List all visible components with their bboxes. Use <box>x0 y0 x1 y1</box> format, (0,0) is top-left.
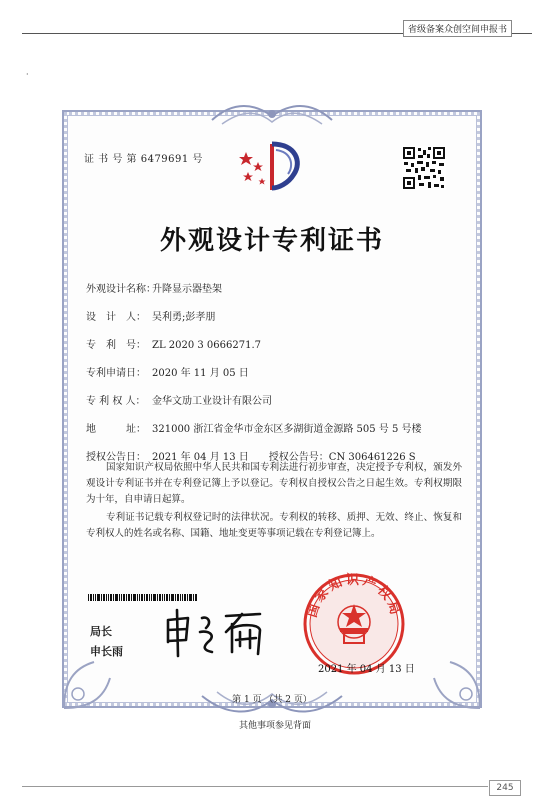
field-label: 外观设计名称： <box>86 284 156 295</box>
field-label: 专 利 号： <box>86 340 146 351</box>
field-value: 2021 年 04 月 13 日 授权公告号：CN 306461226 S <box>152 452 416 463</box>
field-label: 设 计 人： <box>86 312 146 323</box>
field-value: 升降显示器垫架 <box>152 284 222 295</box>
field-patentee <box>86 392 466 420</box>
certificate-number: 证 书 号 第 6479691 号 <box>84 154 203 165</box>
field-application-date <box>86 364 466 392</box>
top-ornament-icon <box>202 100 342 130</box>
page-number: 245 <box>489 780 521 796</box>
field-design-name <box>86 280 466 308</box>
grant-statement: 国家知识产权局依照中华人民共和国专利法进行初步审查，决定授予专利权，颁发外观设计专利证书并在专利登记簿上予以登记。专利权自授权公告之日起生效。专利权期限为十年，自申请日起算。 <box>86 462 462 505</box>
certificate-fields <box>86 280 466 476</box>
stray-mark: · <box>26 70 29 79</box>
handwritten-signature-icon <box>162 606 272 660</box>
field-value: 吴利勇;彭孝朋 <box>152 312 216 323</box>
seal-text: 国家知识产权局 <box>304 572 404 620</box>
field-value: 321000 浙江省金华市金东区多湖街道金源路 505 号 5 号楼 <box>152 424 422 435</box>
field-patent-number <box>86 336 466 364</box>
issue-date: 2021 年 04 月 13 日 <box>318 664 415 675</box>
footnote: 其他事项参见背面 <box>238 721 311 731</box>
field-address <box>86 420 466 448</box>
cnipa-logo-icon <box>234 138 308 194</box>
field-value: 2020 年 11 月 05 日 <box>152 368 249 379</box>
legal-status-note: 专利证书记载专利权登记时的法律状况。专利权的转移、质押、无效、终止、恢复和专利权人的姓名或名称、国籍、地址变更等事项记载在专利登记簿上。 <box>86 512 462 539</box>
header-label: 省级备案众创空间申报书 <box>403 20 512 37</box>
page-indicator: 第 1 页 （共 2 页） <box>232 695 312 705</box>
patent-certificate <box>62 110 482 708</box>
field-designer <box>86 308 466 336</box>
director-title: 局长 <box>90 625 112 638</box>
director-name: 申长雨 <box>90 645 123 658</box>
field-label: 专利申请日： <box>86 368 146 379</box>
field-label: 地 址： <box>86 424 146 435</box>
certificate-title: 外观设计专利证书 <box>159 226 384 256</box>
qr-code-icon <box>402 146 446 190</box>
field-label: 专 利 权 人： <box>86 396 146 407</box>
footer-rule <box>22 786 488 787</box>
field-label: 授权公告日： <box>86 452 146 463</box>
barcode-icon <box>88 594 198 601</box>
field-value: ZL 2020 3 0666271.7 <box>152 340 262 351</box>
field-value: 金华文劢工业设计有限公司 <box>152 396 272 407</box>
